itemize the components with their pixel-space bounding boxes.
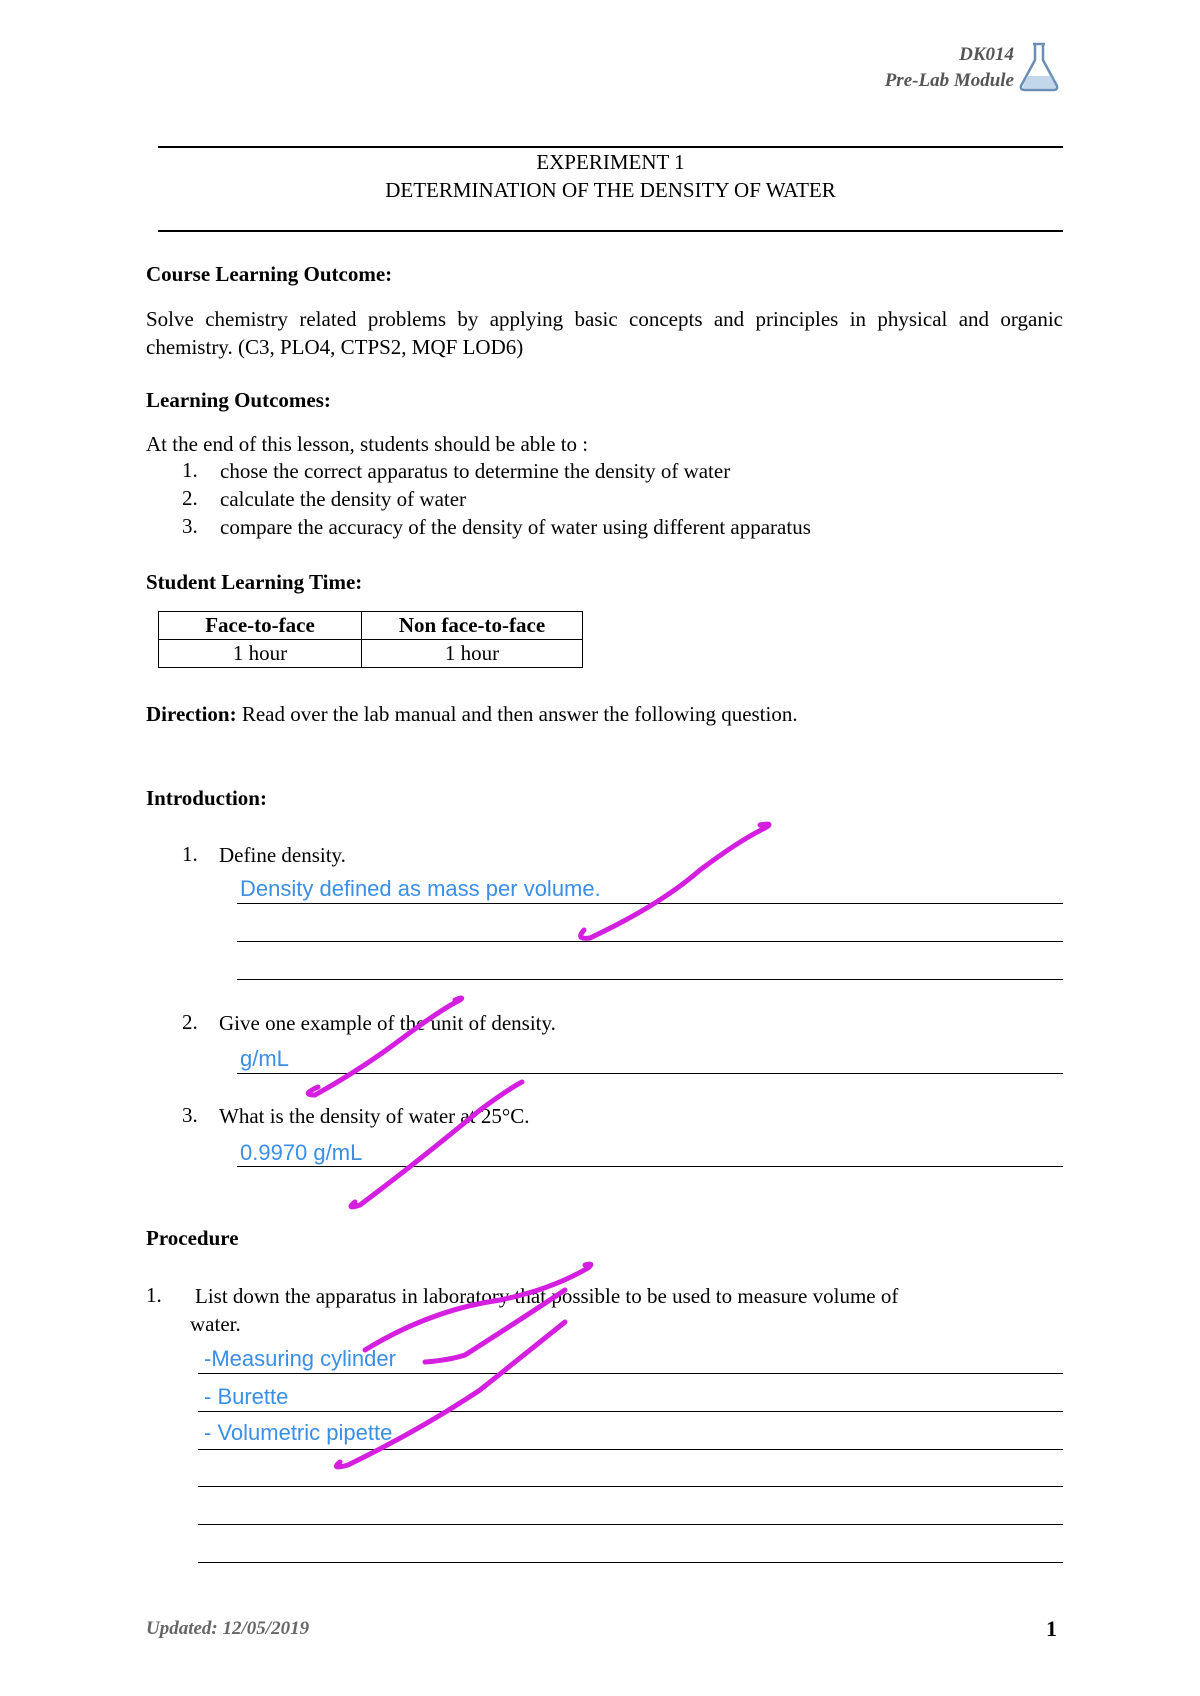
lo-item: chose the correct apparatus to determine the density of water xyxy=(220,459,731,483)
answer-line xyxy=(198,1562,1063,1563)
procedure-step-text: List down the apparatus in laboratory that possible to be used to measure volume of xyxy=(195,1284,899,1308)
lo-item: compare the accuracy of the density of water using different apparatus xyxy=(220,515,811,539)
question-text: What is the density of water at 25°C. xyxy=(219,1104,530,1128)
answer-text: -Measuring cylinder xyxy=(204,1346,396,1371)
answer-line xyxy=(237,903,1063,904)
answer-line xyxy=(198,1486,1063,1487)
module-code: DK014 xyxy=(959,44,1014,65)
introduction-heading: Introduction: xyxy=(146,786,267,810)
direction xyxy=(146,700,798,728)
table-row xyxy=(159,612,583,640)
question-number: 2. xyxy=(182,1010,198,1034)
answer-text: g/mL xyxy=(240,1046,289,1071)
answer-line xyxy=(198,1373,1063,1374)
lo-item-number: 1. xyxy=(182,458,198,482)
direction-text: Read over the lab manual and then answer the following question. xyxy=(236,702,798,726)
table-cell: 1 hour xyxy=(159,640,362,668)
table-row xyxy=(159,640,583,668)
lo-item: calculate the density of water xyxy=(220,487,467,511)
table-header: Face-to-face xyxy=(159,612,362,640)
lo-heading: Learning Outcomes: xyxy=(146,388,331,412)
direction-label: Direction: xyxy=(146,702,237,726)
check-mark-icon xyxy=(581,824,769,938)
procedure-step-number: 1. xyxy=(146,1283,162,1307)
check-mark-icon xyxy=(351,1082,522,1207)
page-number: 1 xyxy=(1046,1616,1057,1641)
flask-icon xyxy=(1016,40,1062,92)
answer-text: - Volumetric pipette xyxy=(204,1420,393,1445)
answer-line xyxy=(237,941,1063,942)
lo-intro: At the end of this lesson, students should be able to : xyxy=(146,432,589,456)
question-text: Define density. xyxy=(219,843,346,867)
answer-line xyxy=(237,1166,1063,1167)
experiment-number: EXPERIMENT 1 xyxy=(536,150,685,174)
answer-line xyxy=(198,1411,1063,1412)
lo-item-number: 2. xyxy=(182,486,198,510)
answer-text: Density defined as mass per volume. xyxy=(240,876,601,901)
title-rule-bottom xyxy=(158,230,1063,232)
slt-heading: Student Learning Time: xyxy=(146,570,363,594)
answer-line xyxy=(198,1449,1063,1450)
question-text: Give one example of the unit of density. xyxy=(219,1011,556,1035)
procedure-heading: Procedure xyxy=(146,1226,239,1250)
answer-text: - Burette xyxy=(204,1384,289,1409)
question-number: 3. xyxy=(182,1103,198,1127)
title-rule-top xyxy=(158,146,1063,148)
question-number: 1. xyxy=(182,842,198,866)
procedure-step-text: water. xyxy=(190,1312,241,1336)
answer-line xyxy=(237,1073,1063,1074)
answer-line xyxy=(237,979,1063,980)
table-cell: 1 hour xyxy=(362,640,583,668)
answer-line xyxy=(198,1524,1063,1525)
updated-date: Updated: 12/05/2019 xyxy=(146,1618,310,1639)
lo-item-number: 3. xyxy=(182,514,198,538)
slt-table xyxy=(158,611,583,668)
answer-text: 0.9970 g/mL xyxy=(240,1140,363,1165)
clo-text: Solve chemistry related problems by applying basic concepts and principles in physical and organic chemistry. (C3, PLO4, CTPS2, MQF LOD6) xyxy=(146,307,1063,359)
experiment-title: DETERMINATION OF THE DENSITY OF WATER xyxy=(385,178,836,202)
table-header: Non face-to-face xyxy=(362,612,583,640)
clo-heading: Course Learning Outcome: xyxy=(146,262,393,286)
module-subtitle: Pre-Lab Module xyxy=(884,70,1014,91)
